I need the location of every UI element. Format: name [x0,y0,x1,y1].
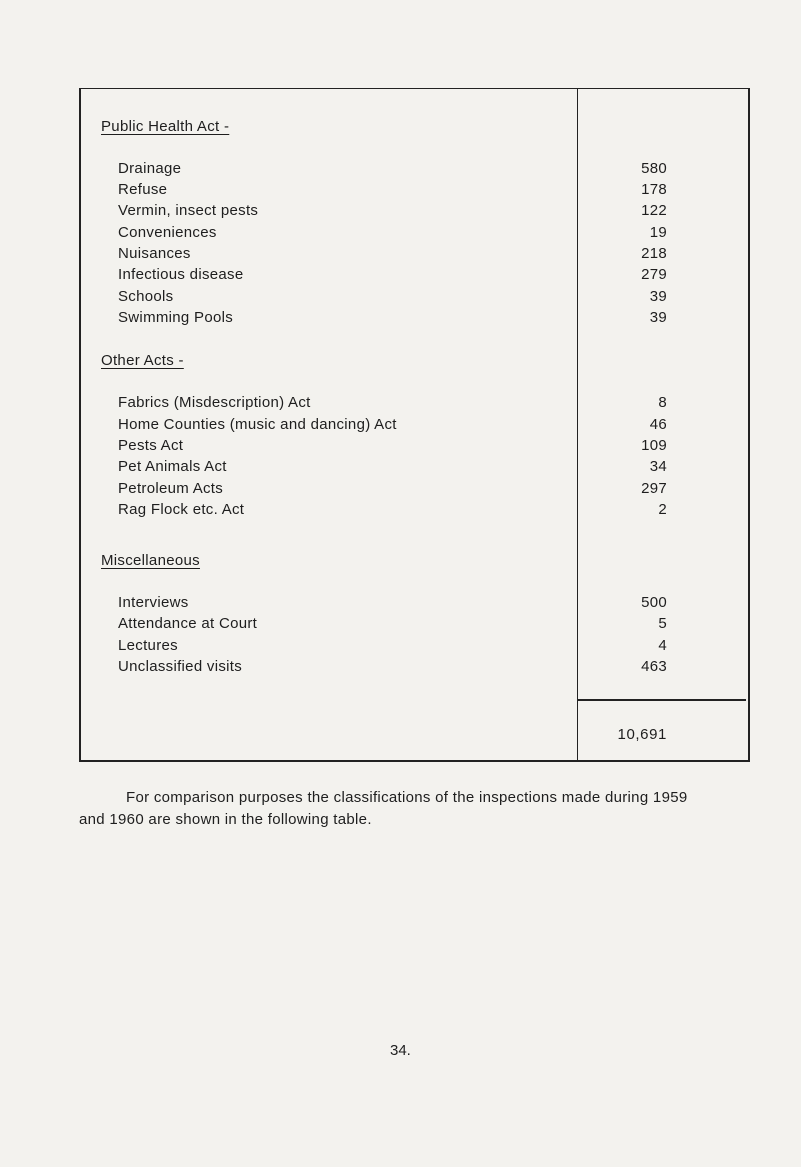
row-label: Rag Flock etc. Act [118,501,245,518]
row-label: Unclassified visits [118,658,243,675]
paragraph-line-1: For comparison purposes the classifications of the inspections made during 1959 [126,789,688,806]
row-value: 2 [658,501,667,518]
row-value: 297 [641,480,667,497]
row-label: Pet Animals Act [118,458,227,475]
section-heading-miscellaneous: Miscellaneous [101,552,200,569]
row-label: Fabrics (Misdescription) Act [118,394,311,411]
row-label: Nuisances [118,245,191,262]
row-value: 39 [649,288,667,305]
section-heading-other-acts: Other Acts - [101,352,184,369]
comparison-paragraph [79,787,749,831]
row-value: 19 [649,224,667,241]
row-value: 34 [649,458,667,475]
row-value: 109 [641,437,667,454]
row-label: Infectious disease [118,266,244,283]
section-heading-public-health: Public Health Act - [101,118,230,135]
row-value: 4 [658,637,667,654]
row-label: Petroleum Acts [118,480,224,497]
page-number: 34. [390,1042,411,1059]
total-rule [578,699,746,701]
row-label: Attendance at Court [118,615,258,632]
row-value: 122 [641,202,667,219]
row-label: Vermin, insect pests [118,202,259,219]
row-value: 5 [658,615,667,632]
row-value: 279 [641,266,667,283]
row-value: 500 [641,594,667,611]
row-value: 580 [641,160,667,177]
row-value: 39 [649,309,667,326]
row-label: Swimming Pools [118,309,234,326]
row-value: 463 [641,658,667,675]
column-divider [577,88,578,762]
paragraph-line-2: and 1960 are shown in the following table. [79,811,372,828]
row-label: Schools [118,288,174,305]
row-value: 218 [641,245,667,262]
total-value: 10,691 [617,726,667,743]
row-label: Conveniences [118,224,217,241]
row-label: Lectures [118,637,178,654]
row-value: 178 [641,181,667,198]
row-value: 46 [649,416,667,433]
row-value: 8 [658,394,667,411]
row-label: Refuse [118,181,168,198]
row-label: Home Counties (music and dancing) Act [118,416,397,433]
row-label: Pests Act [118,437,184,454]
row-label: Interviews [118,594,189,611]
row-label: Drainage [118,160,182,177]
